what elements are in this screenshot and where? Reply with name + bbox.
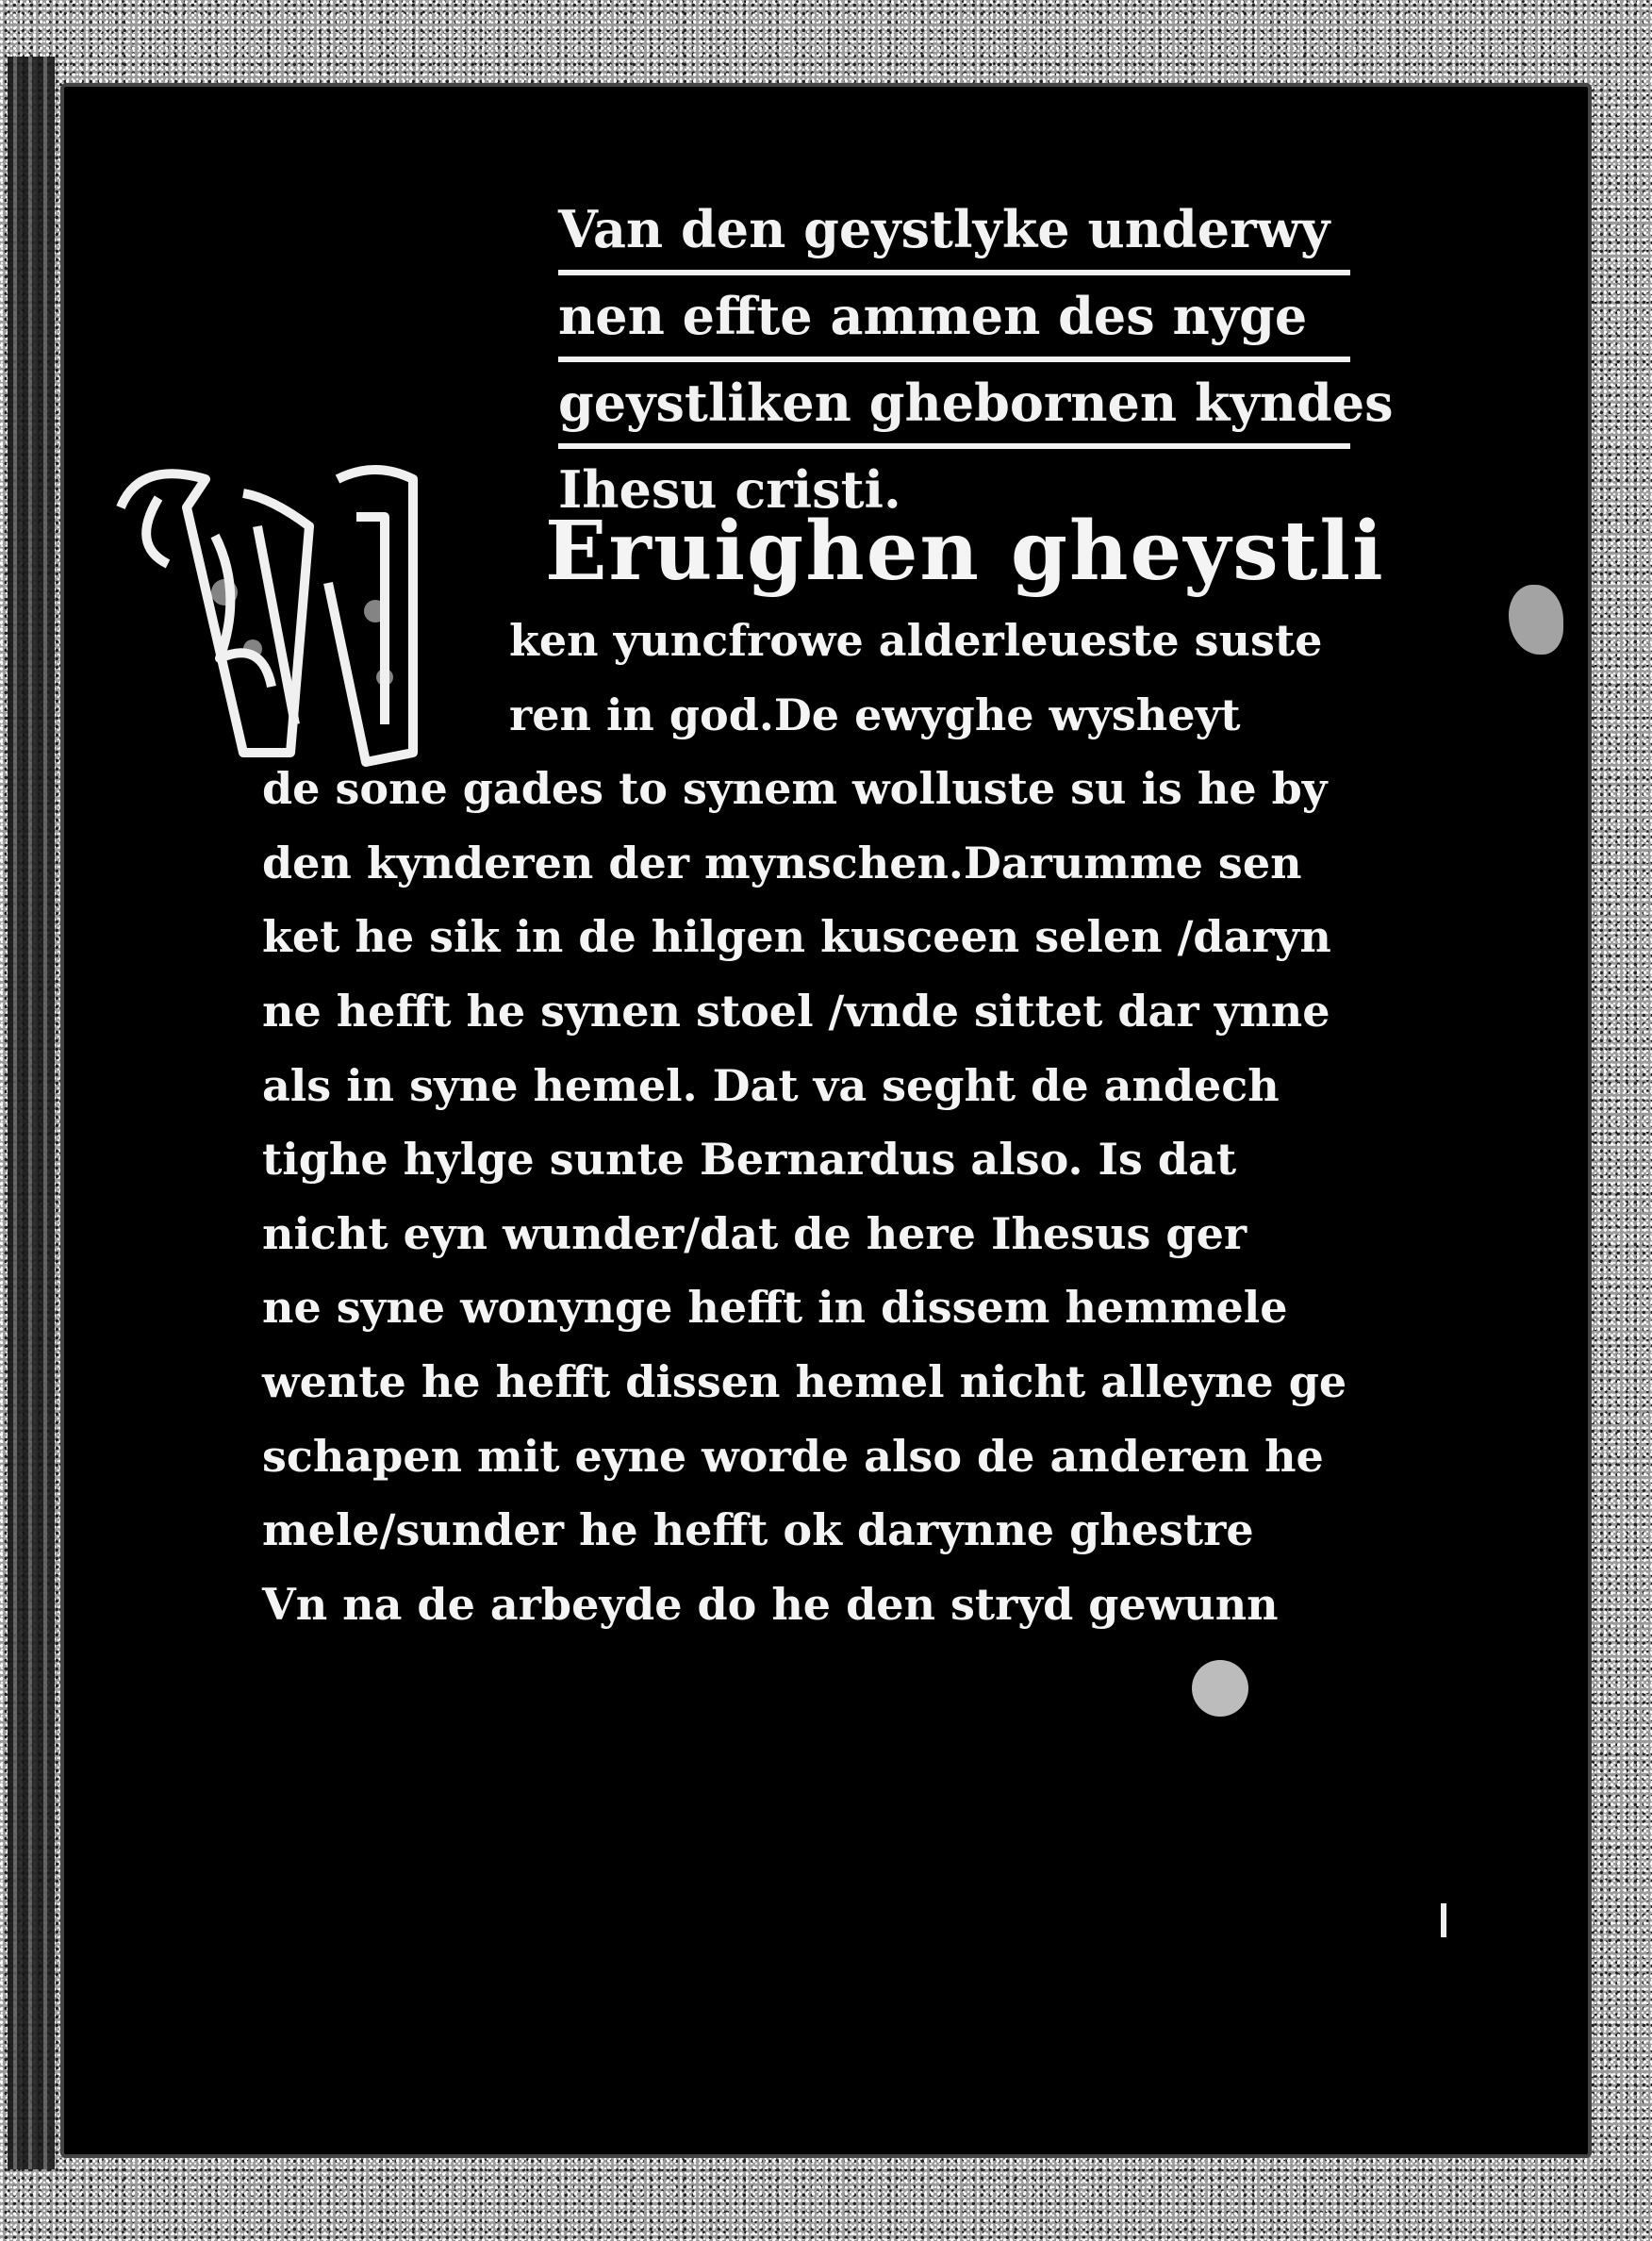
ink-blot [1192,1660,1248,1717]
heading-line: nen effte ammen des nyge [558,275,1350,362]
body-line: ket he sik in de hilgen kusceen selen /daryn [262,911,1331,963]
ink-mark [1441,1903,1446,1937]
body-line: ken yuncfrowe alderleueste suste [509,615,1323,666]
heading-line: Van den geystlyke underwy [558,189,1350,275]
body-line: mele/sunder he hefft ok darynne ghestre [262,1504,1254,1556]
body-line: als in syne hemel. Dat va seght de andech [262,1059,1280,1111]
body-line: nicht eyn wunder/dat de here Ihesus ger [262,1207,1247,1259]
body-line: wente he hefft dissen hemel nicht alleyne ge [262,1355,1347,1407]
heading-line: Ihesu cristi. [558,459,901,520]
body-first-line: Eruighen gheystli [545,504,1385,599]
body-line: de sone gades to synem wolluste su is he by [262,763,1328,815]
heading-line: geystliken ghebornen kyndes [558,362,1350,449]
body-line: Vn na de arbeyde do he den stryd gewunn [262,1578,1279,1630]
body-line: tighe hylge sunte Bernardus also. Is dat [262,1134,1237,1186]
body-line: ne hefft he synen stoel /vnde sittet dar ynne [262,985,1330,1037]
body-line: ren in god.De ewyghe wysheyt [509,689,1241,740]
body-line: schapen mit eyne worde also de anderen he [262,1430,1324,1482]
body-line: den kynderen der mynschen.Darumme sen [262,837,1302,888]
body-text [262,500,1431,1641]
book-spine [8,57,55,2169]
body-line: ne syne wonynge hefft in dissem hemmele [262,1282,1288,1334]
chapter-heading [558,189,1394,530]
